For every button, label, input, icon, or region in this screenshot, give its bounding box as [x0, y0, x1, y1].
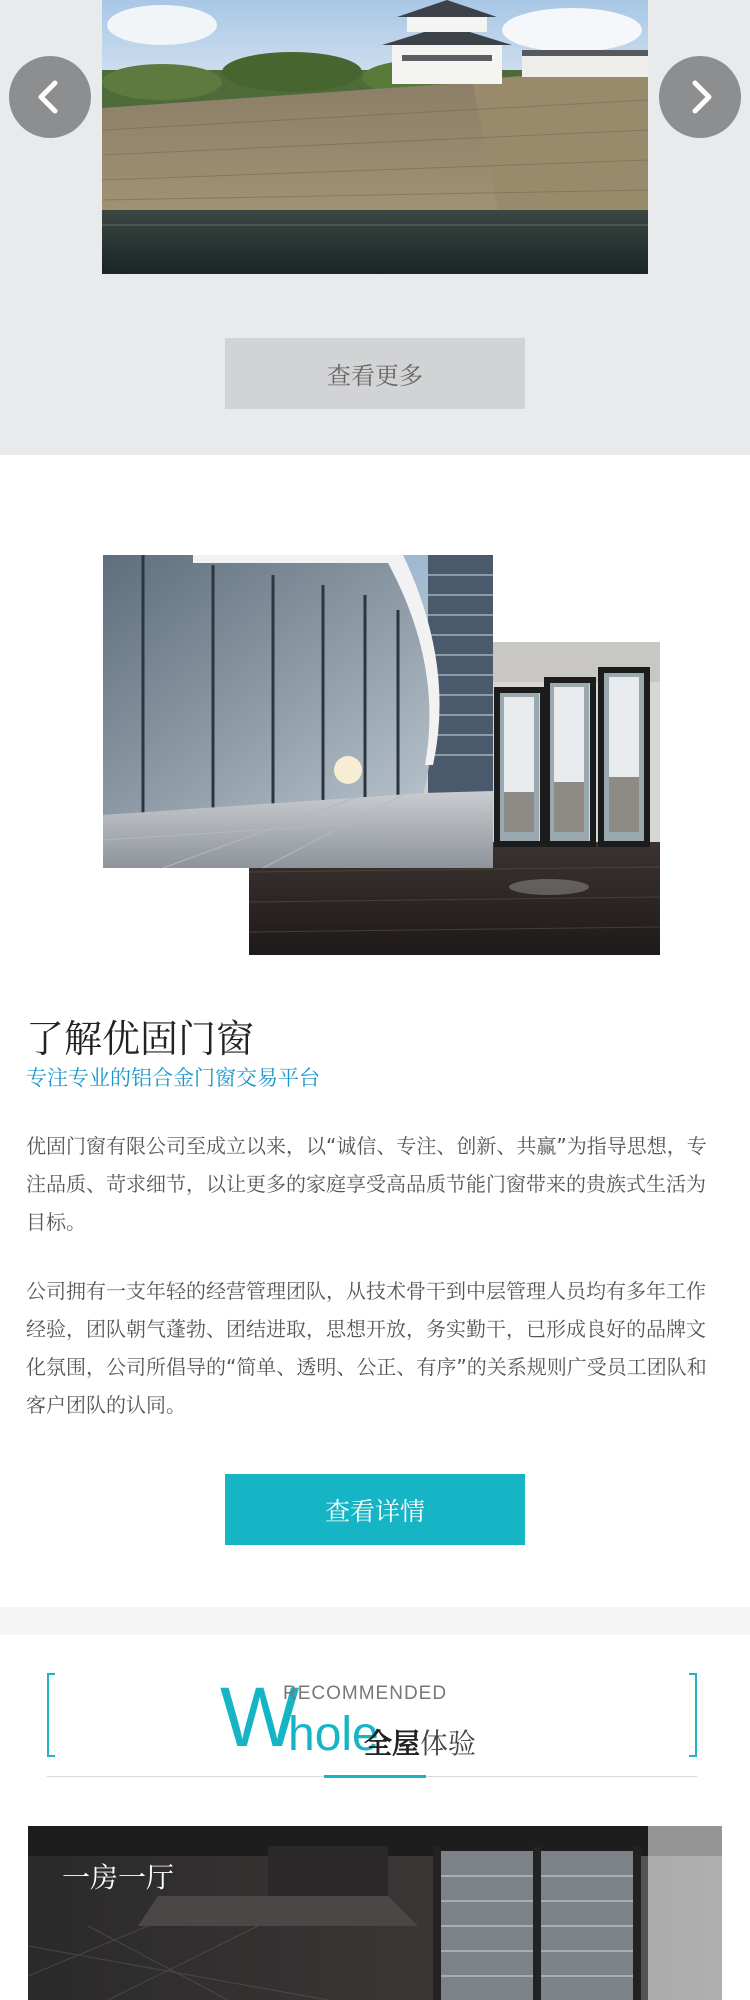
room-label: 一房一厅 [62, 1861, 175, 1894]
about-paragraph-1: 优固门窗有限公司至成立以来，以“诚信、专注、创新、共赢”为指导思想，专注品质、苛求细节，以让更多的家庭享受高品质节能门窗带来的贵族式生活为目标。 [26, 1134, 707, 1234]
left-bracket-decoration [47, 1673, 55, 1757]
heading-english-subtitle: RECOMMENDED [283, 1683, 448, 1704]
view-details-button[interactable]: 查看详情 [225, 1474, 525, 1545]
right-bracket-decoration [689, 1673, 697, 1757]
chevron-right-icon [680, 77, 720, 117]
heading-cn-regular: 体验 [420, 1727, 477, 1760]
about-title: 了解优固门窗 [26, 1017, 255, 1061]
building-exterior-photo [103, 555, 493, 868]
about-section [0, 455, 750, 1607]
chevron-left-icon [30, 77, 70, 117]
slider-prev-button[interactable] [9, 56, 91, 138]
room-card[interactable] [28, 1826, 722, 2000]
heading-word-hole: hole [288, 1708, 379, 1761]
kitchen-photo [28, 1826, 722, 2000]
recommended-panel [0, 1635, 750, 2000]
recommended-section [0, 1607, 750, 2000]
slider-section [0, 0, 750, 455]
view-more-button[interactable]: 查看更多 [225, 338, 525, 409]
about-paragraph-2: 公司拥有一支年轻的经营管理团队，从技术骨干到中层管理人员均有多年工作经验，团队朝气蓬勃、团结进取，思想开放，务实勤干，已形成良好的品牌文化氛围，公司所倡导的“简单、透明、公正、有序”的关系规则广受员工团队和客户团队的认同。 [26, 1279, 707, 1417]
divider-accent [324, 1775, 426, 1778]
heading-cn-bold: 全屋 [364, 1727, 421, 1760]
castle-slide-image[interactable] [102, 0, 648, 274]
heading-letter-w: W [220, 1670, 298, 1764]
about-subtitle: 专注专业的铝合金门窗交易平台 [26, 1066, 320, 1090]
slider-next-button[interactable] [659, 56, 741, 138]
